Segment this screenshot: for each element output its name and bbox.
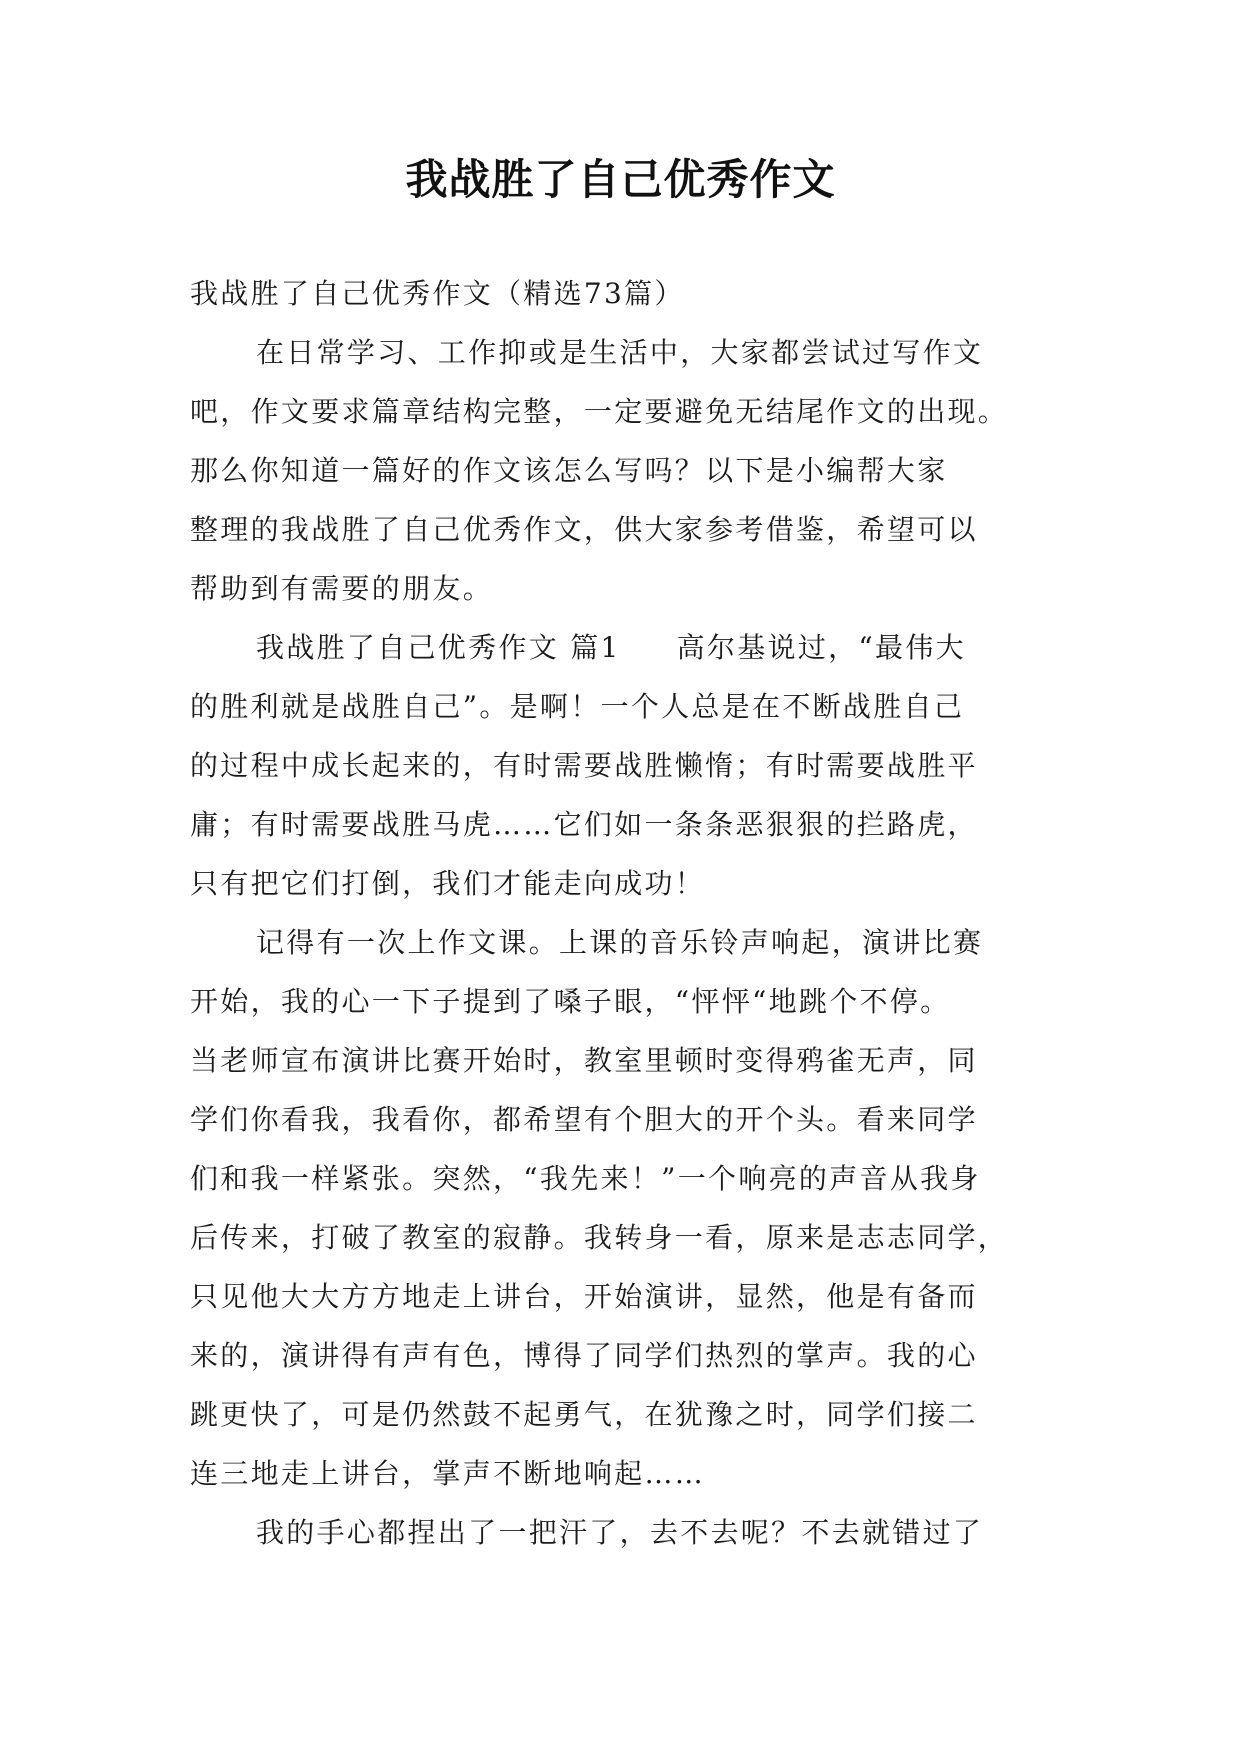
paragraph-line: 整理的我战胜了自己优秀作文，供大家参考借鉴，希望可以: [190, 513, 978, 546]
paragraph-text: 高尔基说过，“最伟大: [676, 631, 966, 664]
paragraph-line: 开始，我的心一下子提到了嗓子眼，“怦怦“地跳个不停。: [190, 985, 951, 1018]
paragraph-line: 跳更快了，可是仍然鼓不起勇气，在犹豫之时，同学们接二: [190, 1398, 978, 1431]
paragraph-line: 来的，演讲得有声有色，博得了同学们热烈的掌声。我的心: [190, 1339, 978, 1372]
subtitle-line: 我战胜了自己优秀作文（精选73篇）: [190, 277, 685, 310]
paragraph-line: 吧，作文要求篇章结构完整，一定要避免无结尾作文的出现。: [190, 395, 1009, 428]
paragraph-line: 只见他大大方方地走上讲台，开始演讲，显然，他是有备而: [190, 1280, 978, 1313]
paragraph-line: 后传来，打破了教室的寂静。我转身一看，原来是志志同学，: [190, 1221, 1009, 1254]
paragraph-line: 那么你知道一篇好的作文该怎么写吗？以下是小编帮大家: [190, 454, 948, 487]
paragraph-line: 们和我一样紧张。突然，“我先来！”一个响亮的声音从我身: [190, 1162, 981, 1195]
paragraph-line: 的过程中成长起来的，有时需要战胜懒惰；有时需要战胜平: [190, 749, 978, 782]
paragraph-line: 帮助到有需要的朋友。: [190, 572, 494, 605]
document-title: 我战胜了自己优秀作文: [405, 155, 836, 204]
section-heading-line: [190, 618, 1045, 677]
paragraph-line: 我的手心都捏出了一把汗了，去不去呢？不去就错过了: [256, 1516, 984, 1549]
paragraph-line: 只有把它们打倒，我们才能走向成功！: [190, 867, 706, 900]
paragraph-line: 记得有一次上作文课。上课的音乐铃声响起，演讲比赛: [256, 926, 984, 959]
paragraph-line: 在日常学习、工作抑或是生活中，大家都尝试过写作文: [256, 336, 984, 369]
paragraph-line: 当老师宣布演讲比赛开始时，教室里顿时变得鸦雀无声，同: [190, 1044, 978, 1077]
paragraph-line: 的胜利就是战胜自己”。是啊！一个人总是在不断战胜自己: [190, 690, 965, 723]
paragraph-line: 庸；有时需要战胜马虎……它们如一条条恶狠狠的拦路虎，: [190, 808, 978, 841]
paragraph-line: 学们你看我，我看你，都希望有个胆大的开个头。看来同学: [190, 1103, 978, 1136]
paragraph-line: 连三地走上讲台，掌声不断地响起……: [190, 1457, 706, 1490]
section-heading: 我战胜了自己优秀作文 篇1: [256, 631, 621, 664]
document-body: [190, 264, 1045, 1562]
